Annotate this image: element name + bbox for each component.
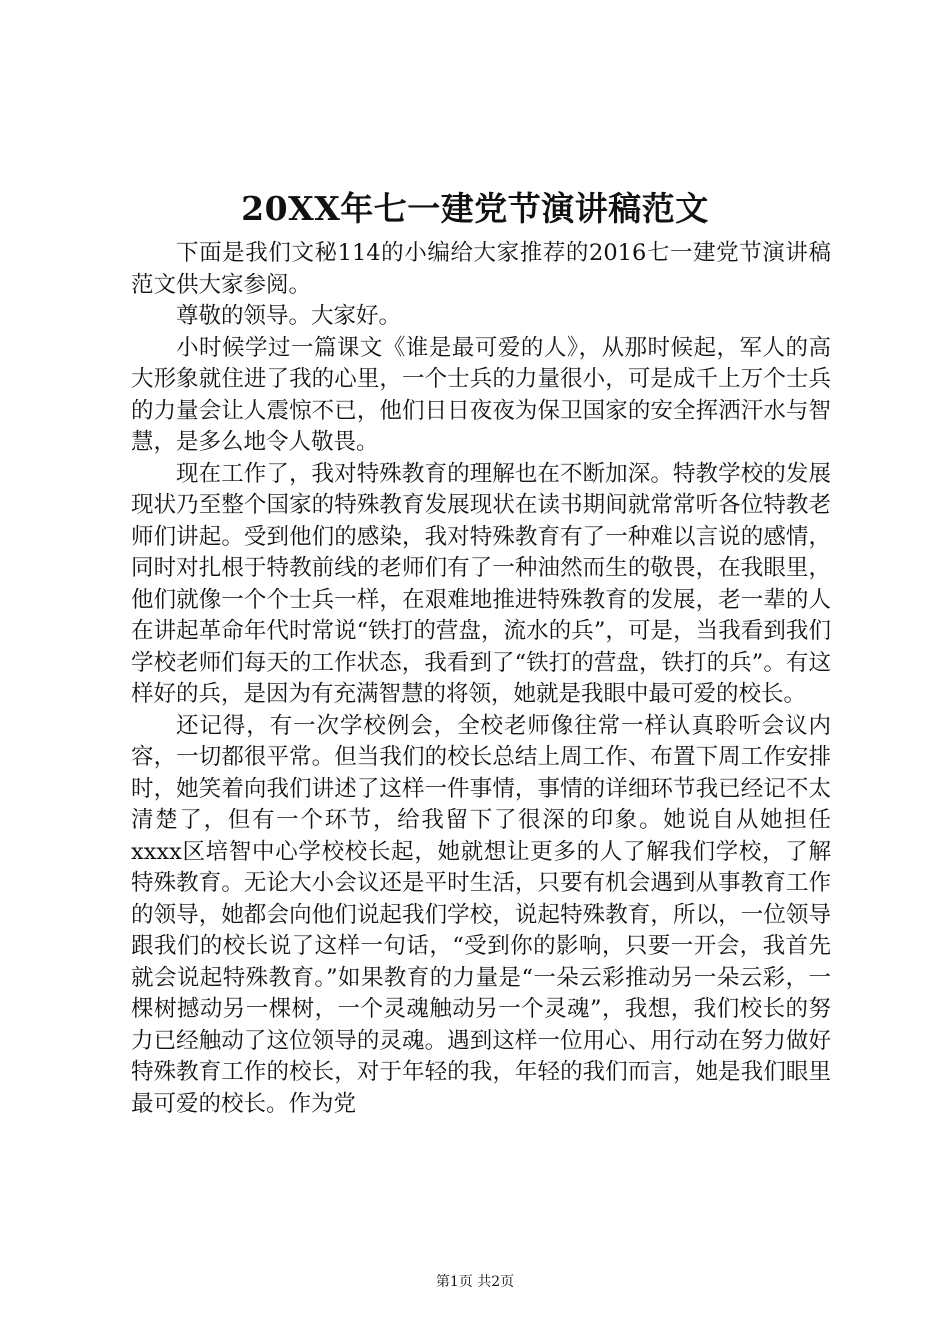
paragraph-greeting: 尊敬的领导。大家好。	[176, 303, 402, 329]
page-footer: 第1页 共2页	[435, 1274, 515, 1290]
paragraph-meeting: 还记得，有一次学校例会，全校老师像往常一样认真聆听会议内容，一切都很平常。但当我们的校长总结上周工作、布置下周工作安排时，她笑着向我们讲述了这样一件事情，事情的详细环节我已经记不太清楚了，但有一个环节，给我留下了很深的印象。她说自从她担任xxxx区培智中心学校校长起，她就想让更多的人了解我们学校，了解特殊教育。无论大小会议还是平时生活，只要有机会遇到从事教育工作的领导，她都会向他们说起我们学校，说起特殊教育，所以，一位领导跟我们的校长说了这样一句话，“受到你的影响，只要一开会，我首先就会说起特殊教育。”如果教育的力量是“一朵云彩推动另一朵云彩，一棵树撼动另一棵树，一个灵魂触动另一个灵魂”，我想，我们校长的努力已经触动了这位领导的灵魂。遇到这样一位用心、用行动在努力做好特殊教育工作的校长，对于年轻的我，年轻的我们而言，她是我们眼里最可爱的校长。作为党	[131, 712, 831, 1117]
document-body	[131, 238, 831, 1120]
paragraph-childhood: 小时候学过一篇课文《谁是最可爱的人》，从那时候起，军人的高大形象就住进了我的心里，一个士兵的力量很小，可是成千上万个士兵的力量会让人震惊不已，他们日日夜夜为保卫国家的安全挥洒汗水与智慧，是多么地令人敬畏。	[131, 334, 831, 455]
document-title: 20XX年七一建党节演讲稿范文	[241, 189, 709, 228]
paragraph-work: 现在工作了，我对特殊教育的理解也在不断加深。特教学校的发展现状乃至整个国家的特殊教育发展现状在读书期间就常常听各位特教老师们讲起。受到他们的感染，我对特殊教育有了一种难以言说的感情，同时对扎根于特教前线的老师们有了一种油然而生的敬畏，在我眼里，他们就像一个个士兵一样，在艰难地推进特殊教育的发展，老一辈的人在讲起革命年代时常说“铁打的营盘，流水的兵”，可是，当我看到我们学校老师们每天的工作状态，我看到了“铁打的营盘，铁打的兵”。有这样好的兵，是因为有充满智慧的将领，她就是我眼中最可爱的校长。	[131, 460, 831, 707]
paragraph-intro: 下面是我们文秘114的小编给大家推荐的2016七一建党节演讲稿范文供大家参阅。	[131, 240, 831, 298]
